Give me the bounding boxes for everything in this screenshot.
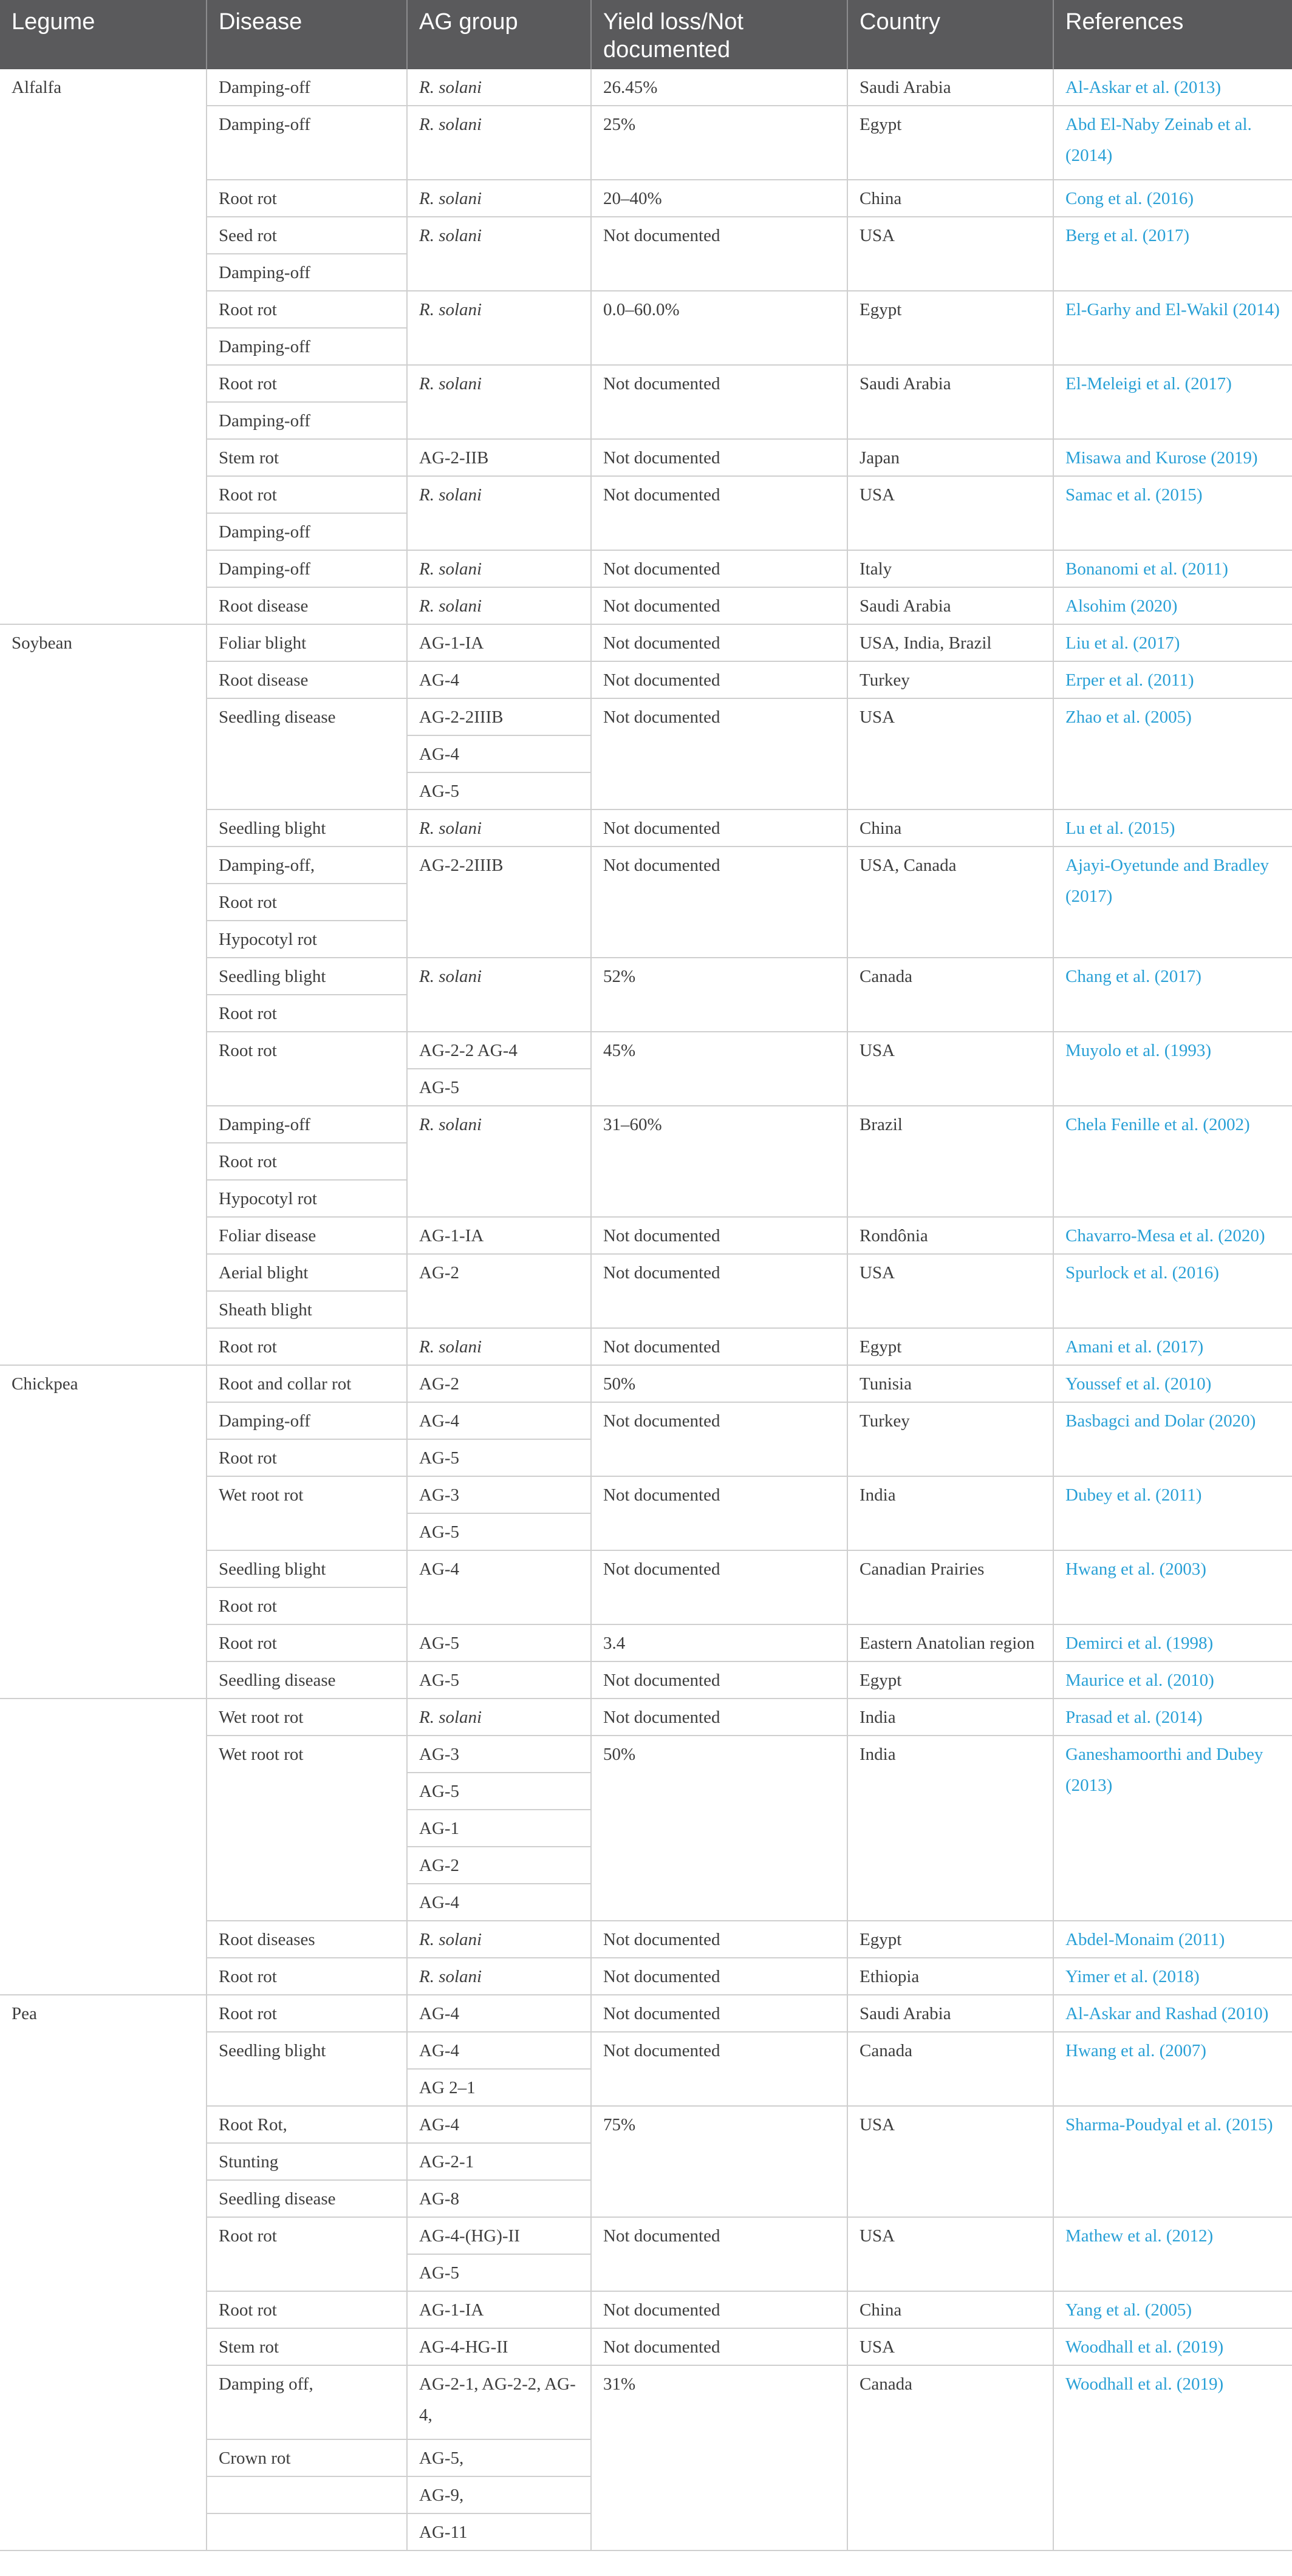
reference-link[interactable]: Alsohim (2020) [1065,596,1178,616]
disease-cell: Root rot [207,1440,408,1477]
reference-cell [1054,662,1292,699]
reference-link[interactable]: Erper et al. (2011) [1065,670,1194,690]
reference-link[interactable]: El-Garhy and El-Wakil (2014) [1065,300,1280,319]
reference-cell [1054,2033,1292,2107]
reference-link[interactable]: Sharma-Poudyal et al. (2015) [1065,2115,1273,2135]
disease-cell: Foliar disease [207,1218,408,1255]
country-cell: USA [848,2329,1054,2366]
ag-group-cell: AG-4 [408,1551,592,1625]
disease-cell: Root rot [207,995,408,1032]
disease-cell: Seedling blight [207,1551,408,1588]
disease-cell: Aerial blight [207,1255,408,1292]
disease-cell: Damping off, [207,2366,408,2440]
ag-group-cell: AG-8 [408,2181,592,2218]
legume-cell: Soybean [0,625,207,1366]
yield-loss-cell: Not documented [592,1699,848,1736]
yield-loss-cell: Not documented [592,2329,848,2366]
reference-link[interactable]: El-Meleigi et al. (2017) [1065,374,1232,394]
ag-group-cell: AG-5 [408,1662,592,1699]
header-disease: Disease [207,0,408,69]
reference-cell [1054,1625,1292,1662]
yield-loss-cell: Not documented [592,1551,848,1625]
reference-link[interactable]: Zhao et al. (2005) [1065,707,1192,727]
table-body [0,69,1292,2551]
ag-group-cell: AG-4 [408,1403,592,1440]
country-cell: Italy [848,551,1054,588]
reference-cell [1054,69,1292,106]
ag-group-cell: AG-4 [408,2033,592,2070]
disease-cell: Stem rot [207,440,408,477]
ag-group-cell: AG-1 [408,1810,592,1847]
reference-cell [1054,1106,1292,1218]
reference-cell [1054,1032,1292,1106]
legume-cell: Alfalfa [0,69,207,625]
yield-loss-cell: Not documented [592,477,848,551]
country-cell: Saudi Arabia [848,366,1054,440]
country-cell: USA [848,699,1054,810]
yield-loss-cell: Not documented [592,1921,848,1958]
ag-group-cell: R. solani [408,291,592,366]
disease-cell: Damping-off [207,329,408,366]
yield-loss-cell: 75% [592,2107,848,2218]
header-ag-group: AG group [408,0,592,69]
disease-cell: Wet root rot [207,1699,408,1736]
yield-loss-cell: Not documented [592,2033,848,2107]
reference-link[interactable]: Yimer et al. (2018) [1065,1967,1200,1986]
disease-cell: Damping-off [207,106,408,180]
reference-cell [1054,1736,1292,1921]
header-legume: Legume [0,0,207,69]
reference-link[interactable]: Chavarro-Mesa et al. (2020) [1065,1226,1265,1245]
reference-link[interactable]: Amani et al. (2017) [1065,1337,1204,1357]
ag-group-cell: R. solani [408,1699,592,1736]
yield-loss-cell: Not documented [592,1329,848,1366]
ag-group-cell: R. solani [408,1921,592,1958]
disease-cell: Crown rot [207,2440,408,2477]
country-cell: Egypt [848,291,1054,366]
disease-cell: Root rot [207,884,408,921]
country-cell: Tunisia [848,1366,1054,1403]
yield-loss-cell: Not documented [592,588,848,625]
disease-cell: Seed rot [207,217,408,254]
disease-cell: Root Rot, [207,2107,408,2144]
yield-loss-cell: 50% [592,1366,848,1403]
reference-cell [1054,551,1292,588]
ag-group-cell: AG-5 [408,1069,592,1106]
reference-link[interactable]: Ajayi-Oyetunde and Bradley (2017) [1065,856,1270,906]
reference-cell [1054,847,1292,958]
yield-loss-cell: Not documented [592,440,848,477]
reference-cell [1054,2329,1292,2366]
reference-link[interactable]: Prasad et al. (2014) [1065,1708,1203,1727]
ag-group-cell: R. solani [408,180,592,217]
reference-link[interactable]: Hwang et al. (2003) [1065,1559,1206,1579]
disease-cell: Root rot [207,1958,408,1995]
reference-cell [1054,958,1292,1032]
disease-cell: Damping-off [207,69,408,106]
reference-link[interactable]: Liu et al. (2017) [1065,633,1180,653]
disease-cell: Damping-off [207,1106,408,1143]
disease-cell: Wet root rot [207,1736,408,1921]
country-cell: Saudi Arabia [848,588,1054,625]
yield-loss-cell: Not documented [592,2292,848,2329]
reference-cell [1054,477,1292,551]
disease-cell: Damping-off [207,1403,408,1440]
ag-group-cell: AG-5 [408,1773,592,1810]
reference-cell [1054,810,1292,847]
reference-cell [1054,366,1292,440]
reference-link[interactable]: Al-Askar et al. (2013) [1065,78,1222,97]
table-header [0,0,1292,69]
ag-group-cell: AG-2-IIB [408,440,592,477]
country-cell: China [848,180,1054,217]
ag-group-cell: R. solani [408,810,592,847]
disease-cell: Foliar blight [207,625,408,662]
ag-group-cell: AG-5 [408,773,592,810]
ag-group-cell: AG-4-(HG)-II [408,2218,592,2255]
reference-link[interactable]: Basbagci and Dolar (2020) [1065,1411,1256,1431]
country-cell: Egypt [848,1329,1054,1366]
country-cell: Canadian Prairies [848,1551,1054,1625]
disease-cell: Damping-off, [207,847,408,884]
header-row [0,0,1292,69]
yield-loss-cell: 25% [592,106,848,180]
header-references: References [1054,0,1292,69]
yield-loss-cell: Not documented [592,1403,848,1477]
disease-cell: Root rot [207,2292,408,2329]
ag-group-cell: R. solani [408,551,592,588]
yield-loss-cell: 0.0–60.0% [592,291,848,366]
reference-cell [1054,1662,1292,1699]
reference-link[interactable]: Woodhall et al. (2019) [1065,2374,1224,2394]
country-cell: USA, Canada [848,847,1054,958]
reference-cell [1054,1366,1292,1403]
ag-group-cell: AG-4 [408,2107,592,2144]
reference-cell [1054,1403,1292,1477]
yield-loss-cell: 20–40% [592,180,848,217]
ag-group-cell: AG-4 [408,662,592,699]
reference-link[interactable]: Abd El-Naby Zeinab et al. (2014) [1065,115,1252,165]
country-cell: Eastern Anatolian region [848,1625,1054,1662]
legume-cell: Chickpea [0,1366,207,1699]
reference-link[interactable]: Spurlock et al. (2016) [1065,1263,1219,1283]
ag-group-cell: AG-2-2 AG-4 [408,1032,592,1069]
disease-cell: Root rot [207,1143,408,1181]
country-cell: Rondônia [848,1218,1054,1255]
disease-cell: Wet root rot [207,1477,408,1551]
disease-cell: Seedling blight [207,958,408,995]
ag-group-cell: AG-4-HG-II [408,2329,592,2366]
table-row [0,1699,1292,1736]
yield-loss-cell: 45% [592,1032,848,1106]
disease-cell: Root rot [207,1588,408,1625]
ag-group-cell: R. solani [408,958,592,1032]
ag-group-cell: AG-2-1, AG-2-2, AG-4, [408,2366,592,2440]
reference-cell [1054,180,1292,217]
yield-loss-cell: 3.4 [592,1625,848,1662]
disease-cell: Damping-off [207,551,408,588]
country-cell: Saudi Arabia [848,1995,1054,2033]
disease-cell: Root rot [207,477,408,514]
disease-cell: Stunting [207,2144,408,2181]
country-cell: Egypt [848,1662,1054,1699]
reference-link[interactable]: Youssef et al. (2010) [1065,1374,1212,1394]
header-yield-loss: Yield loss/Not documented [592,0,848,69]
country-cell: China [848,2292,1054,2329]
reference-cell [1054,1699,1292,1736]
country-cell: Canada [848,958,1054,1032]
disease-cell: Damping-off [207,254,408,291]
reference-cell [1054,1477,1292,1551]
ag-group-cell: R. solani [408,106,592,180]
yield-loss-cell: Not documented [592,847,848,958]
reference-link[interactable]: Chela Fenille et al. (2002) [1065,1115,1250,1134]
reference-cell [1054,2218,1292,2292]
yield-loss-cell: 31% [592,2366,848,2551]
ag-group-cell: R. solani [408,217,592,291]
country-cell: Turkey [848,662,1054,699]
yield-loss-cell: Not documented [592,699,848,810]
disease-cell: Root rot [207,291,408,329]
legume-cell [0,1699,207,1995]
yield-loss-cell: Not documented [592,366,848,440]
reference-link[interactable]: Hwang et al. (2007) [1065,2041,1206,2060]
country-cell: India [848,1736,1054,1921]
country-cell: Ethiopia [848,1958,1054,1995]
country-cell: India [848,1477,1054,1551]
yield-loss-cell: Not documented [592,1255,848,1329]
reference-link[interactable]: Lu et al. (2015) [1065,819,1175,838]
ag-group-cell: AG-5 [408,1625,592,1662]
disease-cell: Hypocotyl rot [207,1181,408,1218]
table-row [0,69,1292,106]
yield-loss-cell: Not documented [592,1662,848,1699]
reference-link[interactable]: Berg et al. (2017) [1065,226,1190,245]
legume-cell: Pea [0,1995,207,2551]
reference-cell [1054,1255,1292,1329]
yield-loss-cell: Not documented [592,1218,848,1255]
reference-cell [1054,588,1292,625]
reference-cell [1054,1329,1292,1366]
country-cell: Egypt [848,1921,1054,1958]
yield-loss-cell: Not documented [592,551,848,588]
yield-loss-cell: Not documented [592,1995,848,2033]
ag-group-cell: AG-5, [408,2440,592,2477]
reference-cell [1054,106,1292,180]
reference-cell [1054,1958,1292,1995]
disease-cell [207,2514,408,2551]
ag-group-cell: AG-2 [408,1366,592,1403]
disease-cell: Root rot [207,1625,408,1662]
ag-group-cell: AG-4 [408,736,592,773]
disease-cell: Root rot [207,2218,408,2292]
ag-group-cell: AG-11 [408,2514,592,2551]
disease-cell: Sheath blight [207,1292,408,1329]
yield-loss-cell: Not documented [592,1477,848,1551]
reference-link[interactable]: Misawa and Kurose (2019) [1065,448,1258,468]
ag-group-cell: AG-4 [408,1884,592,1921]
ag-group-cell: R. solani [408,1106,592,1218]
reference-link[interactable]: Yang et al. (2005) [1065,2300,1192,2320]
ag-group-cell: AG-5 [408,1514,592,1551]
reference-link[interactable]: Muyolo et al. (1993) [1065,1041,1212,1060]
ag-group-cell: AG-1-IA [408,625,592,662]
country-cell: USA, India, Brazil [848,625,1054,662]
ag-group-cell: R. solani [408,588,592,625]
country-cell: USA [848,477,1054,551]
country-cell: USA [848,2218,1054,2292]
ag-group-cell: AG-5 [408,1440,592,1477]
disease-cell: Root rot [207,1329,408,1366]
disease-cell [207,2477,408,2514]
reference-cell [1054,2292,1292,2329]
ag-group-cell: AG-5 [408,2255,592,2292]
reference-cell [1054,1551,1292,1625]
ag-group-cell: R. solani [408,69,592,106]
yield-loss-cell: Not documented [592,2218,848,2292]
table-row [0,1366,1292,1403]
reference-link[interactable]: Abdel-Monaim (2011) [1065,1930,1225,1949]
table-row [0,1995,1292,2033]
disease-cell: Root diseases [207,1921,408,1958]
ag-group-cell: AG-2-2IIIB [408,847,592,958]
country-cell: Turkey [848,1403,1054,1477]
ag-group-cell: R. solani [408,477,592,551]
ag-group-cell: AG-1-IA [408,2292,592,2329]
ag-group-cell: AG-2-2IIIB [408,699,592,736]
reference-link[interactable]: Chang et al. (2017) [1065,967,1201,986]
reference-cell [1054,440,1292,477]
disease-cell: Seedling disease [207,2181,408,2218]
ag-group-cell: AG-3 [408,1736,592,1773]
disease-cell: Root disease [207,588,408,625]
ag-group-cell: R. solani [408,1329,592,1366]
country-cell: India [848,1699,1054,1736]
reference-link[interactable]: Mathew et al. (2012) [1065,2226,1214,2246]
yield-loss-cell: Not documented [592,1958,848,1995]
disease-cell: Root and collar rot [207,1366,408,1403]
reference-cell [1054,1995,1292,2033]
yield-loss-cell: 52% [592,958,848,1032]
ag-group-cell: R. solani [408,366,592,440]
reference-link[interactable]: Bonanomi et al. (2011) [1065,559,1228,579]
disease-cell: Root rot [207,1032,408,1106]
yield-loss-cell: Not documented [592,625,848,662]
disease-cell: Root disease [207,662,408,699]
disease-cell: Seedling disease [207,699,408,810]
country-cell: Canada [848,2366,1054,2551]
ag-group-cell: AG-2-1 [408,2144,592,2181]
country-cell: China [848,810,1054,847]
ag-group-cell: AG-2 [408,1847,592,1884]
disease-cell: Damping-off [207,403,408,440]
ag-group-cell: AG-2 [408,1255,592,1329]
disease-cell: Seedling disease [207,1662,408,1699]
country-cell: Japan [848,440,1054,477]
yield-loss-cell: Not documented [592,662,848,699]
country-cell: USA [848,217,1054,291]
reference-link[interactable]: Ganeshamoorthi and Dubey (2013) [1065,1745,1263,1795]
yield-loss-cell: 26.45% [592,69,848,106]
reference-cell [1054,217,1292,291]
disease-cell: Damping-off [207,514,408,551]
header-country: Country [848,0,1054,69]
yield-loss-cell: Not documented [592,810,848,847]
ag-group-cell: AG-4 [408,1995,592,2033]
reference-link[interactable]: Demirci et al. (1998) [1065,1634,1214,1653]
reference-link[interactable]: Woodhall et al. (2019) [1065,2337,1224,2357]
reference-link[interactable]: Maurice et al. (2010) [1065,1671,1214,1690]
reference-link[interactable]: Dubey et al. (2011) [1065,1485,1202,1505]
ag-group-cell: AG-1-IA [408,1218,592,1255]
ag-group-cell: AG-3 [408,1477,592,1514]
disease-cell: Hypocotyl rot [207,921,408,958]
yield-loss-cell: Not documented [592,217,848,291]
reference-cell [1054,1218,1292,1255]
country-cell: USA [848,1032,1054,1106]
reference-cell [1054,2107,1292,2218]
yield-loss-cell: 31–60% [592,1106,848,1218]
table-row [0,625,1292,662]
disease-cell: Stem rot [207,2329,408,2366]
reference-link[interactable]: Samac et al. (2015) [1065,485,1203,505]
disease-cell: Root rot [207,1995,408,2033]
reference-cell [1054,699,1292,810]
reference-link[interactable]: Al-Askar and Rashad (2010) [1065,2004,1269,2023]
country-cell: Egypt [848,106,1054,180]
disease-cell: Root rot [207,366,408,403]
disease-cell: Seedling blight [207,2033,408,2107]
ag-group-cell: AG-9, [408,2477,592,2514]
country-cell: Saudi Arabia [848,69,1054,106]
reference-cell [1054,291,1292,366]
yield-loss-cell: 50% [592,1736,848,1921]
disease-cell: Root rot [207,180,408,217]
country-cell: Canada [848,2033,1054,2107]
country-cell: Brazil [848,1106,1054,1218]
ag-group-cell: AG 2–1 [408,2070,592,2107]
ag-group-cell: R. solani [408,1958,592,1995]
reference-cell [1054,2366,1292,2551]
country-cell: USA [848,1255,1054,1329]
disease-cell: Seedling blight [207,810,408,847]
reference-cell [1054,1921,1292,1958]
reference-link[interactable]: Cong et al. (2016) [1065,189,1194,208]
country-cell: USA [848,2107,1054,2218]
reference-cell [1054,625,1292,662]
